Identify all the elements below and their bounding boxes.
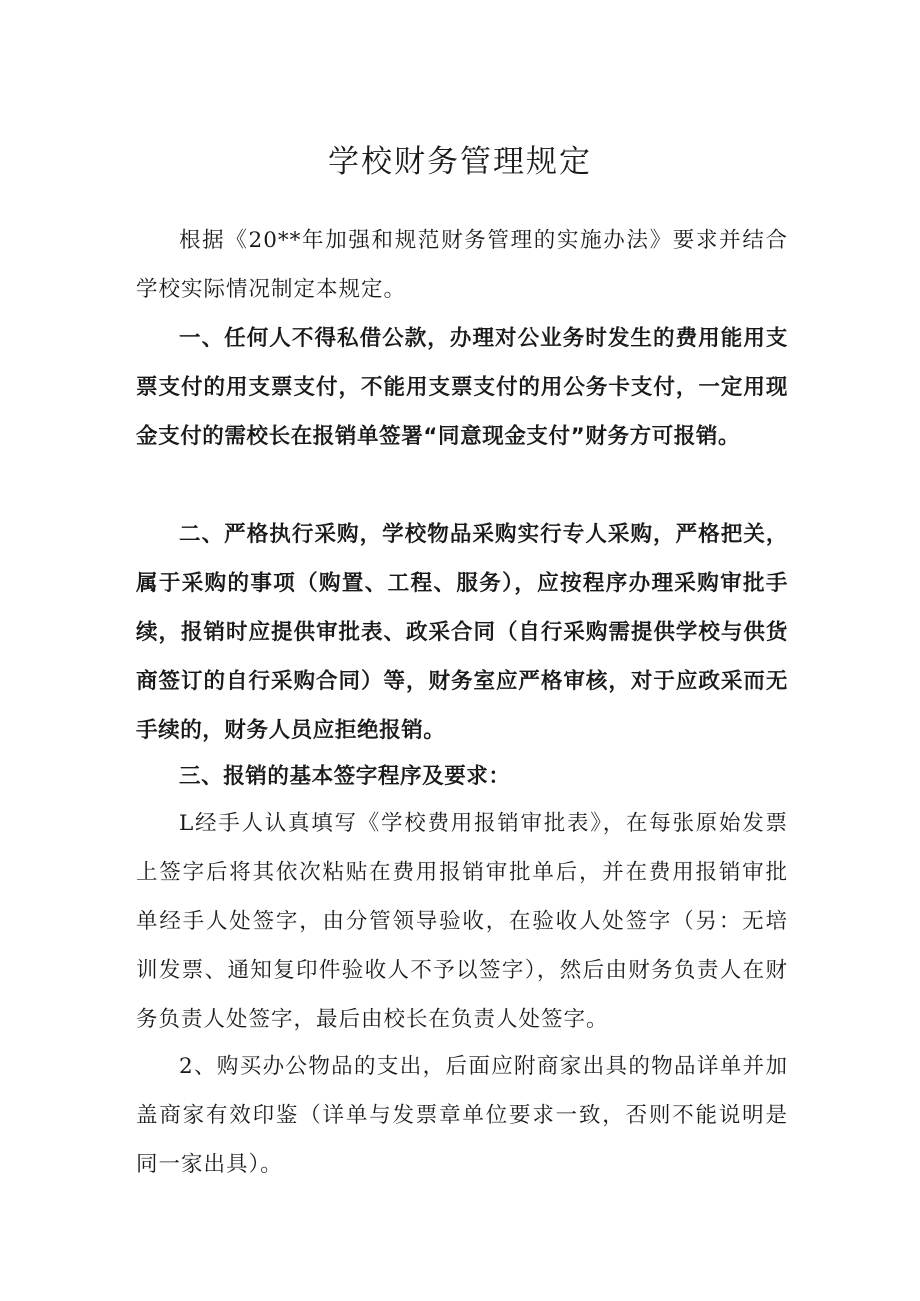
document-title: 学校财务管理规定: [328, 144, 592, 180]
intro-paragraph: 根据《20**年加强和规范财务管理的实施办法》要求并结合学校实际情况制定本规定。: [136, 228, 788, 302]
rule-2-paragraph: 二、严格执行采购，学校物品采购实行专人采购，严格把关，属于采购的事项（购置、工程、服务），应按程序办理采购审批手续，报销时应提供审批表、政采合同（自行采购需提供学校与供货商签订的自行采购合同）等，财务室应严格审核，对于应政采而无手续的，财务人员应拒绝报销。: [136, 522, 788, 743]
rule-3-heading: 三、报销的基本签字程序及要求：: [179, 764, 511, 789]
rule-1-paragraph: 一、任何人不得私借公款，办理对公业务时发生的费用能用支票支付的用支票支付，不能用支票支付的用公务卡支付，一定用现金支付的需校长在报销单签署“同意现金支付”财务方可报销。: [136, 326, 788, 449]
rule-3-item-1: L经手人认真填写《学校费用报销审批表》，在每张原始发票上签字后将其依次粘贴在费用报销审批单后，并在费用报销审批单经手人处签字，由分管领导验收，在验收人处签字（另：无培训发票、通知复印件验收人不予以签字），然后由财务负责人在财务负责人处签字，最后由校长在负责人处签字。: [136, 811, 788, 1032]
rule-3-item-2: 2、购买办公物品的支出，后面应附商家出具的物品详单并加盖商家有效印鉴（详单与发票章单位要求一致，否则不能说明是同一家出具）。: [136, 1054, 788, 1177]
